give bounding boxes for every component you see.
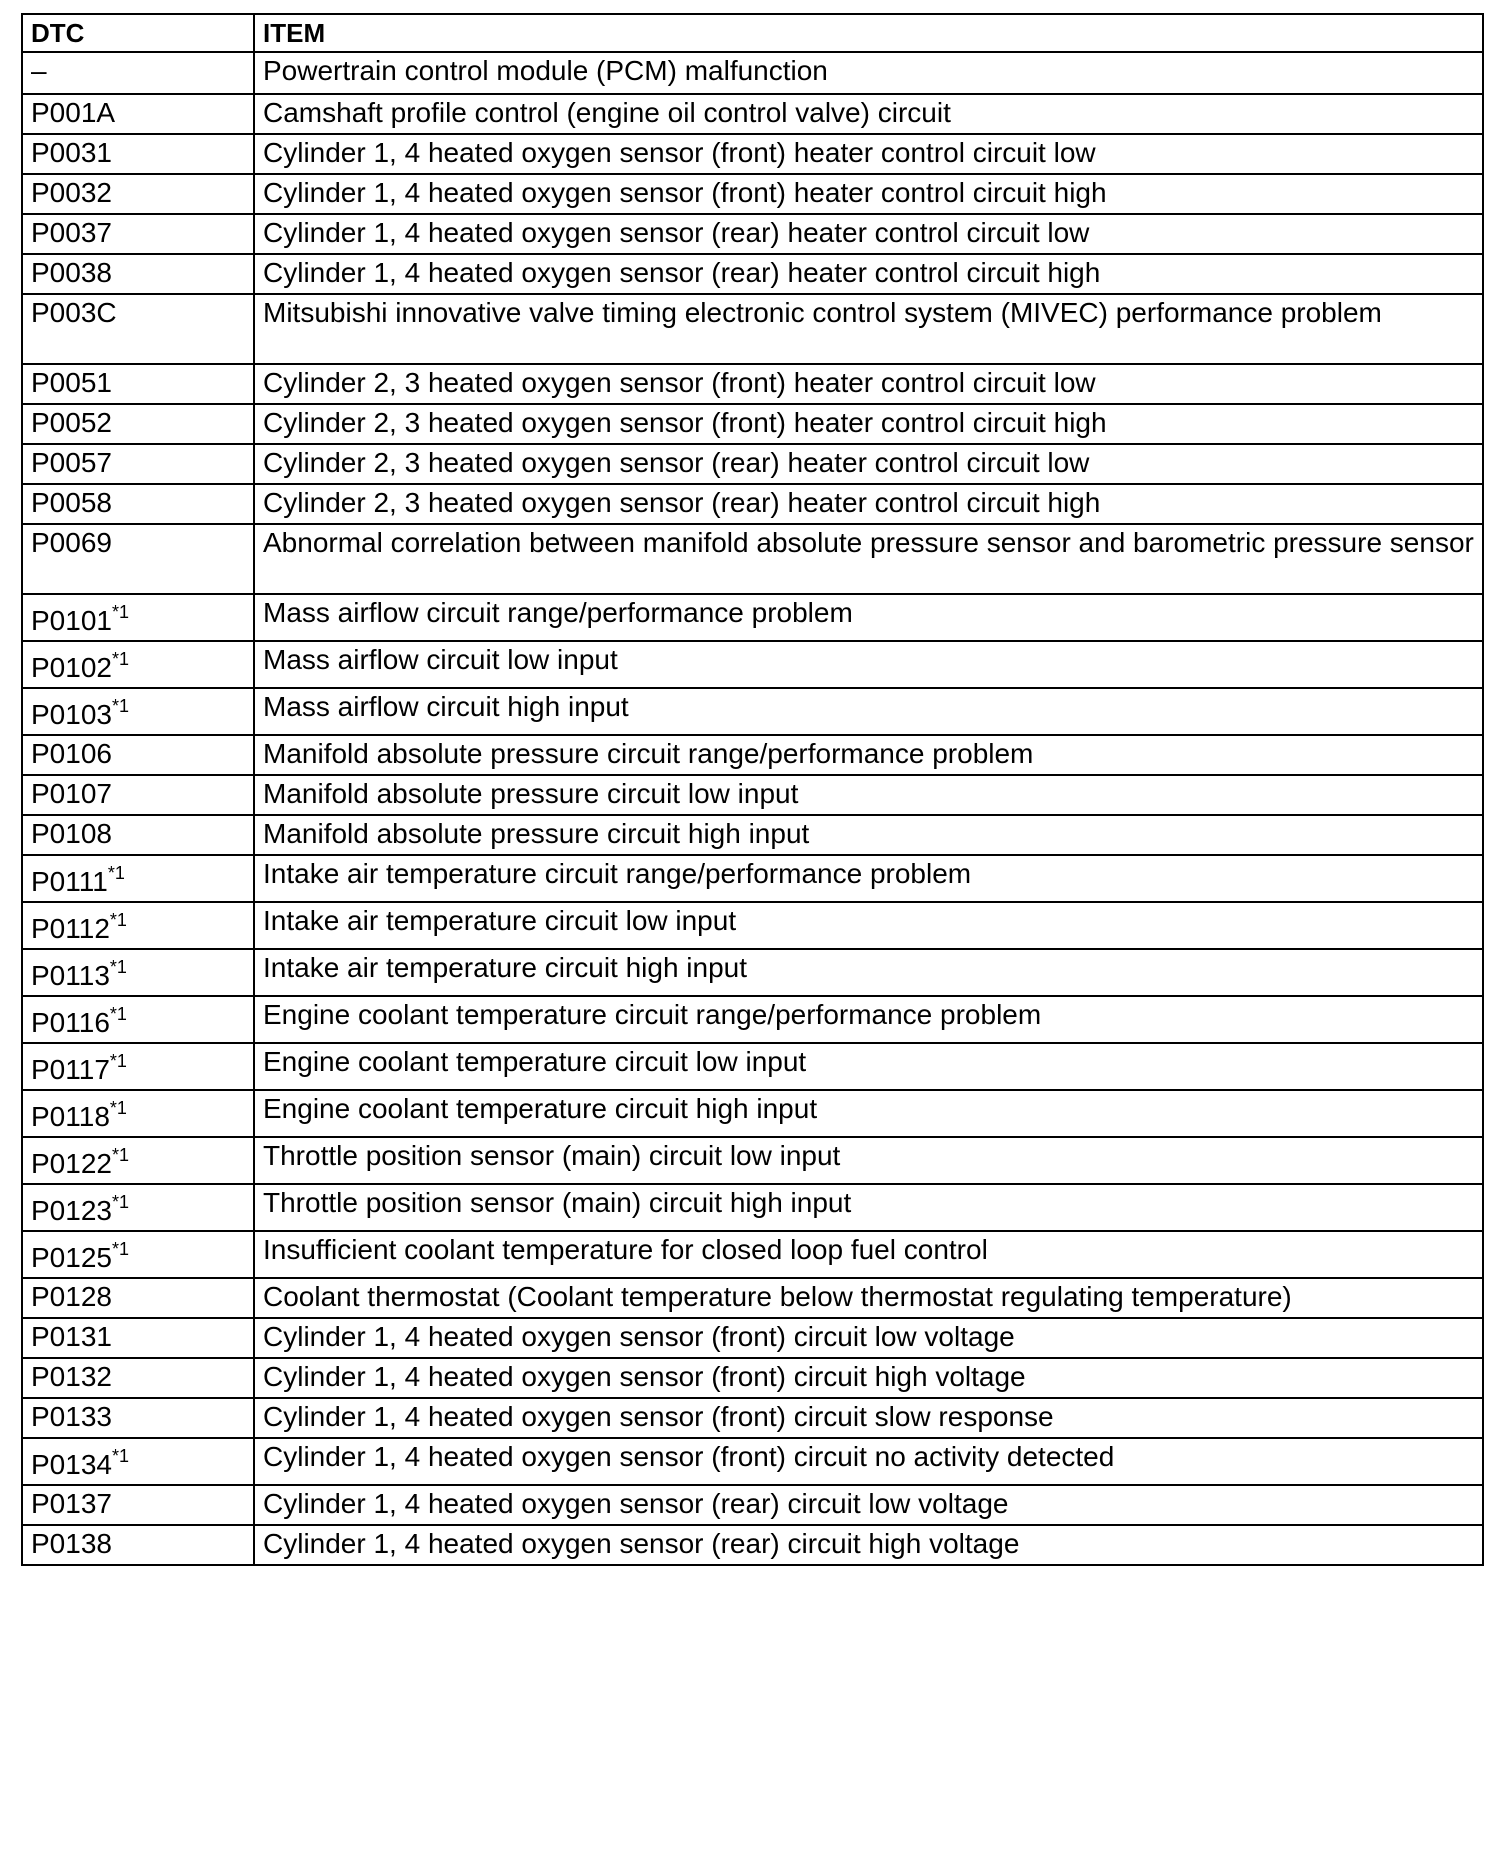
- dtc-item-cell: Engine coolant temperature circuit low input: [254, 1043, 1483, 1090]
- header-item: ITEM: [254, 14, 1483, 52]
- dtc-code: P0131: [31, 1321, 112, 1352]
- dtc-code-cell: [22, 996, 254, 1043]
- dtc-item-cell: Cylinder 1, 4 heated oxygen sensor (front) circuit no activity detected: [254, 1438, 1483, 1485]
- table-row: [22, 1358, 1483, 1398]
- dtc-item-cell: Abnormal correlation between manifold absolute pressure sensor and barometric pressure sensor: [254, 524, 1483, 594]
- dtc-code: –: [31, 55, 47, 86]
- dtc-code: P0031: [31, 137, 112, 168]
- dtc-item-cell: Cylinder 1, 4 heated oxygen sensor (rear) heater control circuit low: [254, 214, 1483, 254]
- footnote-marker: *1: [111, 1446, 129, 1466]
- dtc-code: P0125: [31, 1242, 112, 1273]
- dtc-code: P003C: [31, 297, 117, 328]
- dtc-code-cell: [22, 1318, 254, 1358]
- table-row: [22, 1525, 1483, 1565]
- dtc-item-cell: Coolant thermostat (Coolant temperature below thermostat regulating temperature): [254, 1278, 1483, 1318]
- footnote-marker: *1: [109, 1004, 127, 1024]
- dtc-code: P0106: [31, 738, 112, 769]
- dtc-code-cell: [22, 214, 254, 254]
- dtc-code-cell: [22, 1438, 254, 1485]
- table-row: [22, 294, 1483, 364]
- footnote-marker: *1: [111, 696, 129, 716]
- dtc-code-cell: [22, 364, 254, 404]
- dtc-item-cell: Intake air temperature circuit high input: [254, 949, 1483, 996]
- dtc-item-cell: Cylinder 1, 4 heated oxygen sensor (rear) circuit high voltage: [254, 1525, 1483, 1565]
- dtc-code-cell: [22, 688, 254, 735]
- dtc-code: P0116: [31, 1007, 110, 1038]
- dtc-code: P0113: [31, 960, 110, 991]
- dtc-item-cell: Cylinder 1, 4 heated oxygen sensor (front) heater control circuit high: [254, 174, 1483, 214]
- table-row: [22, 902, 1483, 949]
- dtc-code-cell: [22, 484, 254, 524]
- dtc-code-cell: [22, 775, 254, 815]
- dtc-code: P0123: [31, 1195, 112, 1226]
- dtc-item-cell: Cylinder 1, 4 heated oxygen sensor (rear) circuit low voltage: [254, 1485, 1483, 1525]
- table-row: [22, 134, 1483, 174]
- dtc-code: P001A: [31, 97, 116, 128]
- table-header-row: [22, 14, 1483, 52]
- dtc-code: P0138: [31, 1528, 112, 1559]
- dtc-code-cell: [22, 1137, 254, 1184]
- table-row: [22, 364, 1483, 404]
- table-row: [22, 1485, 1483, 1525]
- table-row: [22, 214, 1483, 254]
- dtc-code: P0128: [31, 1281, 112, 1312]
- dtc-code-cell: [22, 1090, 254, 1137]
- dtc-code-cell: [22, 94, 254, 134]
- table-row: [22, 1438, 1483, 1485]
- table-row: [22, 996, 1483, 1043]
- table-row: [22, 254, 1483, 294]
- dtc-item-cell: Camshaft profile control (engine oil control valve) circuit: [254, 94, 1483, 134]
- dtc-code: P0112: [31, 913, 110, 944]
- dtc-code-cell: [22, 855, 254, 902]
- dtc-code: P0111: [31, 866, 108, 897]
- dtc-item-cell: Powertrain control module (PCM) malfunction: [254, 52, 1483, 94]
- dtc-code: P0058: [31, 487, 112, 518]
- dtc-code: P0117: [31, 1054, 110, 1085]
- table-row: [22, 594, 1483, 641]
- dtc-code-cell: [22, 1485, 254, 1525]
- table-row: [22, 949, 1483, 996]
- footnote-marker: *1: [109, 910, 127, 930]
- table-row: [22, 524, 1483, 594]
- table-row: [22, 1137, 1483, 1184]
- header-dtc: DTC: [22, 14, 254, 52]
- dtc-code-cell: [22, 641, 254, 688]
- footnote-marker: *1: [111, 1192, 129, 1212]
- dtc-item-cell: Throttle position sensor (main) circuit low input: [254, 1137, 1483, 1184]
- table-row: [22, 775, 1483, 815]
- table-row: [22, 815, 1483, 855]
- table-row: [22, 1318, 1483, 1358]
- table-row: [22, 174, 1483, 214]
- footnote-marker: *1: [111, 1239, 129, 1259]
- dtc-item-cell: Mass airflow circuit high input: [254, 688, 1483, 735]
- table-row: [22, 444, 1483, 484]
- table-row: [22, 688, 1483, 735]
- dtc-code: P0134: [31, 1449, 112, 1480]
- dtc-item-cell: Manifold absolute pressure circuit low input: [254, 775, 1483, 815]
- table-row: [22, 1090, 1483, 1137]
- dtc-code-cell: [22, 902, 254, 949]
- dtc-code: P0118: [31, 1101, 110, 1132]
- dtc-code-cell: [22, 1525, 254, 1565]
- footnote-marker: *1: [109, 1098, 127, 1118]
- dtc-item-cell: Mass airflow circuit range/performance problem: [254, 594, 1483, 641]
- table-row: [22, 1231, 1483, 1278]
- dtc-code: P0107: [31, 778, 112, 809]
- dtc-code-cell: [22, 1358, 254, 1398]
- dtc-code: P0038: [31, 257, 112, 288]
- dtc-code: P0052: [31, 407, 112, 438]
- dtc-code: P0037: [31, 217, 112, 248]
- dtc-code: P0132: [31, 1361, 112, 1392]
- footnote-marker: *1: [111, 602, 129, 622]
- dtc-code-cell: [22, 444, 254, 484]
- dtc-code-cell: [22, 404, 254, 444]
- table-row: [22, 484, 1483, 524]
- dtc-code-cell: [22, 134, 254, 174]
- dtc-item-cell: Mass airflow circuit low input: [254, 641, 1483, 688]
- dtc-code-cell: [22, 1184, 254, 1231]
- dtc-item-cell: Insufficient coolant temperature for closed loop fuel control: [254, 1231, 1483, 1278]
- dtc-code: P0032: [31, 177, 112, 208]
- dtc-item-cell: Cylinder 1, 4 heated oxygen sensor (front) circuit slow response: [254, 1398, 1483, 1438]
- dtc-item-cell: Mitsubishi innovative valve timing electronic control system (MIVEC) performance problem: [254, 294, 1483, 364]
- dtc-code: P0122: [31, 1148, 112, 1179]
- dtc-item-cell: Intake air temperature circuit low input: [254, 902, 1483, 949]
- table-row: [22, 641, 1483, 688]
- table-row: [22, 1398, 1483, 1438]
- footnote-marker: *1: [109, 957, 127, 977]
- dtc-item-cell: Cylinder 2, 3 heated oxygen sensor (rear) heater control circuit high: [254, 484, 1483, 524]
- dtc-code: P0108: [31, 818, 112, 849]
- table-row: [22, 52, 1483, 94]
- dtc-code: P0051: [31, 367, 112, 398]
- dtc-code-cell: [22, 949, 254, 996]
- table-row: [22, 1043, 1483, 1090]
- dtc-code: P0069: [31, 527, 112, 558]
- dtc-code-cell: [22, 174, 254, 214]
- dtc-item-cell: Cylinder 1, 4 heated oxygen sensor (front) circuit low voltage: [254, 1318, 1483, 1358]
- dtc-item-cell: Cylinder 2, 3 heated oxygen sensor (rear) heater control circuit low: [254, 444, 1483, 484]
- dtc-code-cell: [22, 294, 254, 364]
- table-row: [22, 94, 1483, 134]
- dtc-item-cell: Cylinder 2, 3 heated oxygen sensor (front) heater control circuit high: [254, 404, 1483, 444]
- table-row: [22, 1184, 1483, 1231]
- footnote-marker: *1: [111, 1145, 129, 1165]
- dtc-code-cell: [22, 1231, 254, 1278]
- dtc-code: P0102: [31, 652, 112, 683]
- dtc-code: P0101: [31, 605, 112, 636]
- dtc-item-cell: Throttle position sensor (main) circuit high input: [254, 1184, 1483, 1231]
- dtc-code: P0133: [31, 1401, 112, 1432]
- dtc-code: P0103: [31, 699, 112, 730]
- dtc-code-cell: [22, 594, 254, 641]
- table-row: [22, 1278, 1483, 1318]
- footnote-marker: *1: [107, 863, 125, 883]
- footnote-marker: *1: [109, 1051, 127, 1071]
- dtc-code: P0137: [31, 1488, 112, 1519]
- dtc-item-cell: Cylinder 1, 4 heated oxygen sensor (rear) heater control circuit high: [254, 254, 1483, 294]
- dtc-item-cell: Manifold absolute pressure circuit high input: [254, 815, 1483, 855]
- dtc-table: [21, 13, 1484, 1566]
- dtc-code: P0057: [31, 447, 112, 478]
- dtc-code-cell: [22, 815, 254, 855]
- dtc-item-cell: Engine coolant temperature circuit high input: [254, 1090, 1483, 1137]
- footnote-marker: *1: [111, 649, 129, 669]
- dtc-code-cell: [22, 52, 254, 94]
- table-row: [22, 735, 1483, 775]
- dtc-item-cell: Cylinder 1, 4 heated oxygen sensor (front) circuit high voltage: [254, 1358, 1483, 1398]
- dtc-code-cell: [22, 524, 254, 594]
- dtc-code-cell: [22, 1043, 254, 1090]
- dtc-code-cell: [22, 1398, 254, 1438]
- table-row: [22, 855, 1483, 902]
- dtc-item-cell: Cylinder 2, 3 heated oxygen sensor (front) heater control circuit low: [254, 364, 1483, 404]
- dtc-item-cell: Cylinder 1, 4 heated oxygen sensor (front) heater control circuit low: [254, 134, 1483, 174]
- dtc-code-cell: [22, 735, 254, 775]
- dtc-item-cell: Engine coolant temperature circuit range/performance problem: [254, 996, 1483, 1043]
- dtc-item-cell: Manifold absolute pressure circuit range/performance problem: [254, 735, 1483, 775]
- dtc-table-body: [22, 14, 1483, 1565]
- dtc-item-cell: Intake air temperature circuit range/performance problem: [254, 855, 1483, 902]
- dtc-code-cell: [22, 1278, 254, 1318]
- dtc-code-cell: [22, 254, 254, 294]
- table-row: [22, 404, 1483, 444]
